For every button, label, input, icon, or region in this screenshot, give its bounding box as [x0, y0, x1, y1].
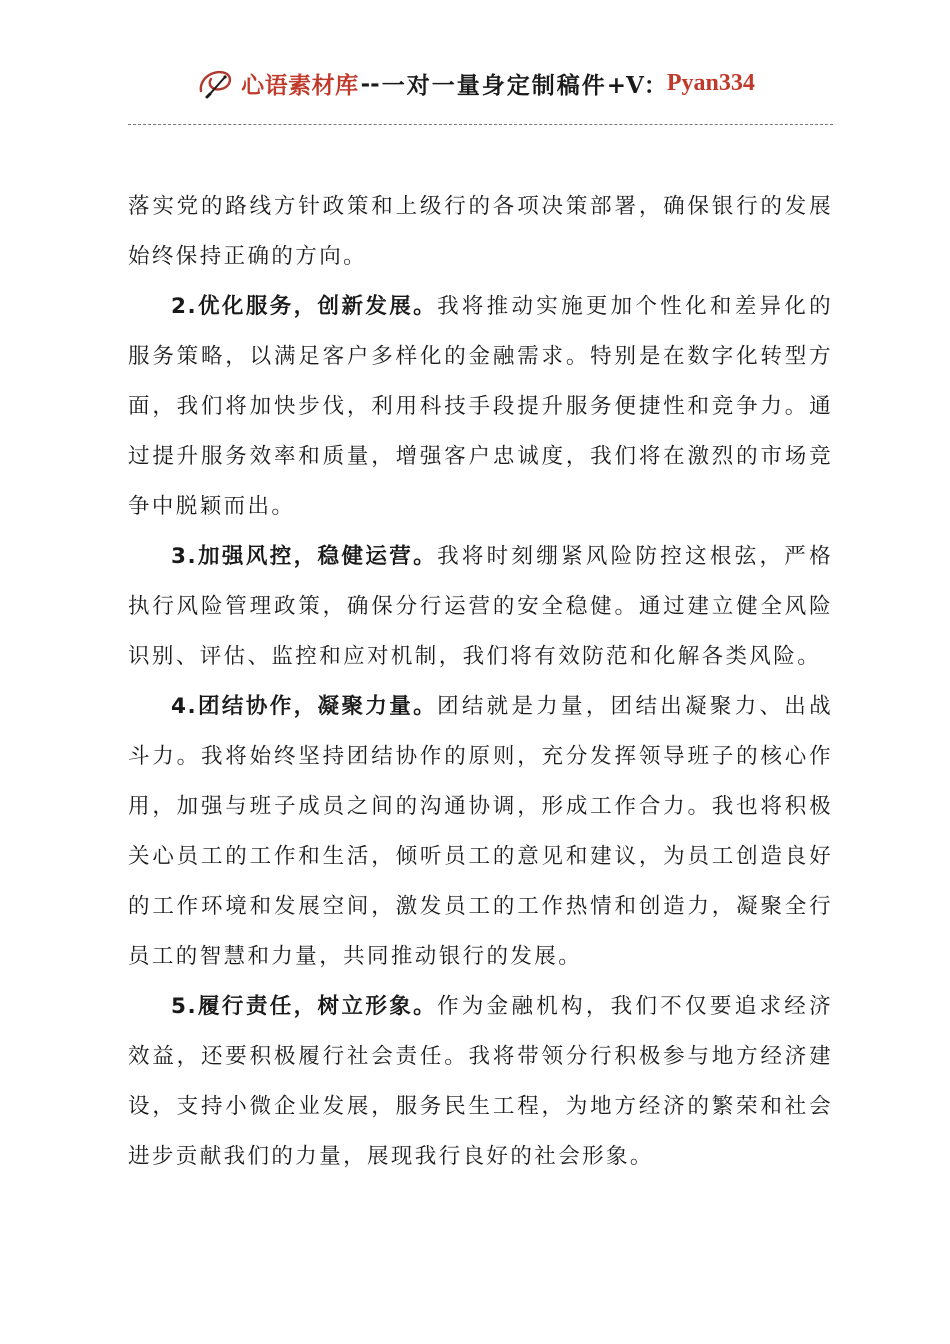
paragraph-point-3	[128, 532, 833, 682]
paragraph-body: 我将推动实施更加个性化和差异化的服务策略，以满足客户多样化的金融需求。特别是在数字化转型方面，我们将加快步伐，利用科技手段提升服务便捷性和竞争力。通过提升服务效率和质量，增强客户忠诚度，我们将在激烈的市场竞争中脱颖而出。	[128, 294, 833, 519]
paragraph-point-2	[128, 282, 833, 532]
header-slogan: 一对一量身定制稿件	[381, 71, 607, 99]
paragraph-body: 团结就是力量，团结出凝聚力、出战斗力。我将始终坚持团结协作的原则，充分发挥领导班子的核心作用，加强与班子成员之间的沟通协调，形成工作合力。我也将积极关心员工的工作和生活，倾听员工的意见和建议，为员工创造良好的工作环境和发展空间，激发员工的工作热情和创造力，凝聚全行员工的智慧和力量，共同推动银行的发展。	[128, 694, 833, 969]
header-brand: 心语素材库	[241, 71, 359, 99]
paragraph-continuation	[128, 182, 833, 282]
header-contact-id: Pyan334	[666, 69, 755, 96]
header-divider	[128, 124, 833, 125]
paragraph-heading: 3.加强风控，稳健运营。	[171, 544, 438, 569]
paragraph-heading: 5.履行责任，树立形象。	[171, 994, 438, 1019]
paragraph-heading: 2.优化服务，创新发展。	[171, 294, 438, 319]
header-contact-label: +V：	[606, 71, 667, 99]
paragraph-body: 我将时刻绷紧风险防控这根弦，严格执行风险管理政策，确保分行运营的安全稳健。通过建立健全风险识别、评估、监控和应对机制，我们将有效防范和化解各类风险。	[128, 544, 833, 669]
paragraph-heading: 4.团结协作，凝聚力量。	[171, 694, 438, 719]
paragraph-point-5	[128, 982, 833, 1182]
document-body	[128, 182, 833, 1182]
paragraph-body: 落实党的路线方针政策和上级行的各项决策部署，确保银行的发展始终保持正确的方向。	[128, 194, 833, 269]
paragraph-point-4	[128, 682, 833, 982]
paragraph-body: 作为金融机构，我们不仅要追求经济效益，还要积极履行社会责任。我将带领分行积极参与地方经济建设，支持小微企业发展，服务民生工程，为地方经济的繁荣和社会进步贡献我们的力量，展现我行良好的社会形象。	[128, 994, 833, 1169]
pen-swirl-logo-icon	[195, 61, 239, 105]
header-separator: --	[360, 69, 380, 97]
page-header	[0, 58, 950, 108]
header-banner	[195, 58, 755, 108]
